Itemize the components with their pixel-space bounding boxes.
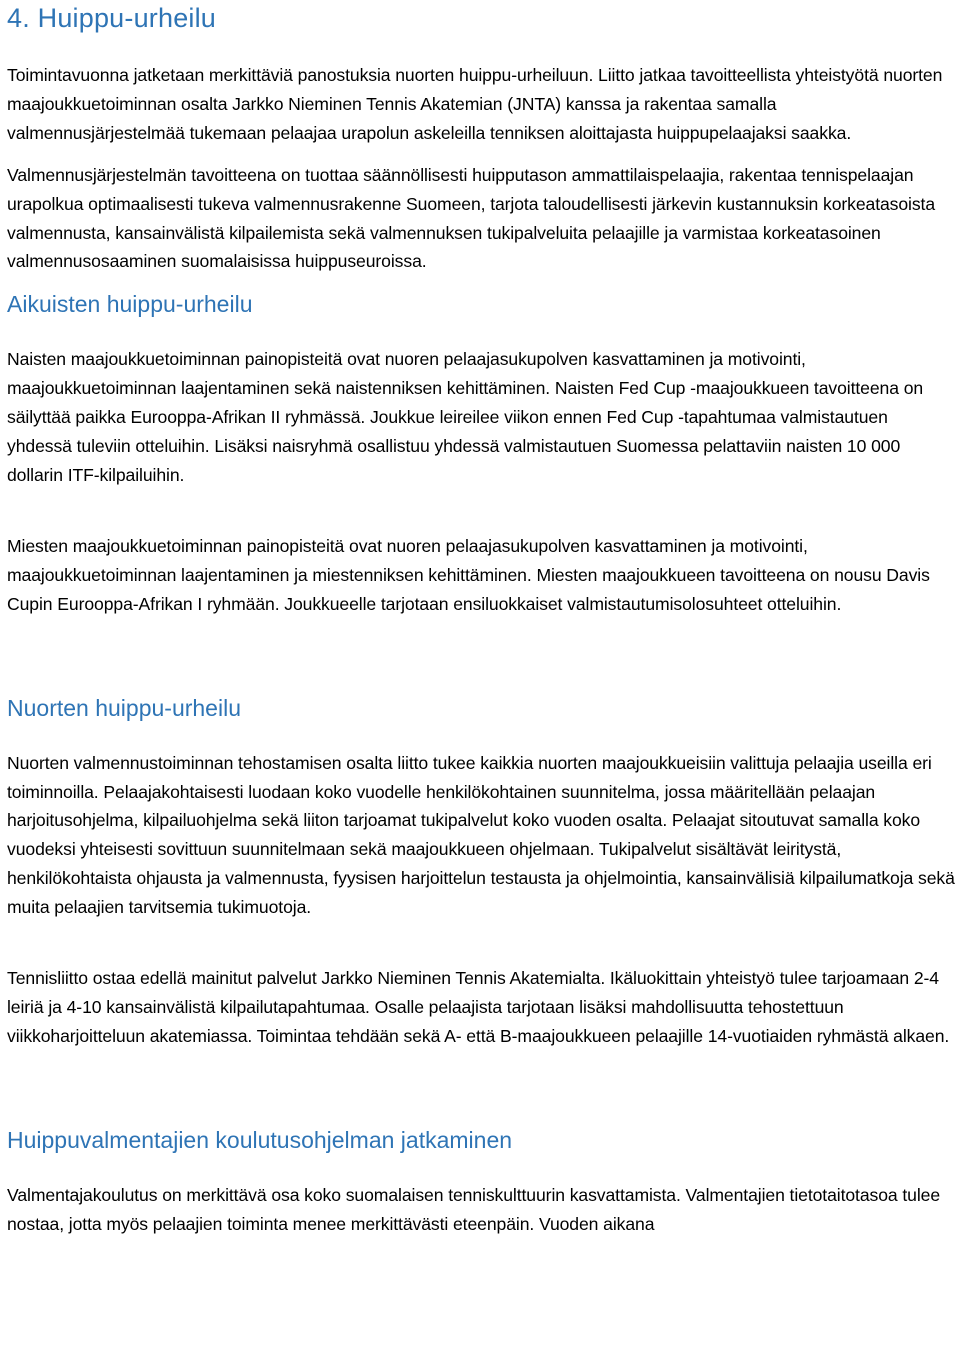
spacer bbox=[7, 276, 957, 290]
spacer bbox=[7, 1154, 957, 1181]
spacer bbox=[7, 34, 957, 61]
huippuvalmentajien-paragraph: Valmentajakoulutus on merkittävä osa koko suomalaisen tenniskulttuurin kasvattamista. Valmentajien tietotaitotasoa tulee nostaa, jotta myös pelaajien toiminta menee merkittävästi eteenpäin. Vuoden aikana bbox=[7, 1184, 941, 1234]
section-title: 4. Huippu-urheilu bbox=[7, 3, 217, 33]
document-page bbox=[7, 0, 957, 1239]
nuorten-paragraph-2: Tennisliitto ostaa edellä mainitut palvelut Jarkko Nieminen Tennis Akatemialta. Ikäluokittain yhteistyö tulee tarjoamaan 2-4 leiriä ja 4-10 kansainvälistä kilpailutapahtumaa. Osalle pelaajista tarjotaan lisäksi mahdollisuutta tehostettuun viikkoharjoitteluun akatemiassa. Toimintaa tehdään sekä A- että B-maajoukkueen pelaajille 14-vuotiaiden ryhmästä alkaen. bbox=[7, 968, 950, 1046]
spacer bbox=[7, 148, 957, 161]
nuorten-paragraph-1: Nuorten valmennustoiminnan tehostamisen osalta liitto tukee kaikkia nuorten maajoukkueisiin valittuja pelaajia useilla eri toiminnoilla. Pelaajakohtaisesti luodaan koko vuodelle henkilökohtainen suunnitelma, jossa määritellään pelaajan harjoitusohjelma, kilpailuohjelma sekä liiton tarjoamat tukipalvelut koko vuoden osalta. Pelaajat sitoutuvat samalla koko vuodeksi yhteisesti sovittuun suunnitelmaan sekä maajoukkueen ohjelmaan. Tukipalvelut sisältävät leiritystä, henkilökohtaista ohjausta ja valmennusta, fyysisen harjoittelun testausta ja ohjelmointia, kansainvälisiä kilpailumatkoja sekä muita pelaajien tarvitsemia tukimuotoja. bbox=[7, 752, 955, 918]
spacer bbox=[7, 318, 957, 345]
intro-paragraph: Toimintavuonna jatketaan merkittäviä panostuksia nuorten huippu-urheiluun. Liitto jatkaa tavoitteellista yhteistyötä nuorten maajoukkuetoiminnan osalta Jarkko Nieminen Tennis Akatemian (JNTA) kanssa ja rakentaa samalla valmennusjärjestelmää tukemaan pelaajaa urapolun askeleilla tenniksen aloittajasta huippupelaajaksi saakka. bbox=[7, 65, 943, 143]
spacer bbox=[7, 1051, 957, 1126]
spacer bbox=[7, 922, 957, 964]
miehet-paragraph: Miesten maajoukkuetoiminnan painopisteitä ovat nuoren pelaajasukupolven kasvattaminen ja motivointi, maajoukkuetoiminnan laajentaminen ja miestenniksen kehittäminen. Miesten maajoukkueen tavoitteena on nousu Davis Cupin Eurooppa-Afrikan I ryhmään. Joukkueelle tarjotaan ensiluokkaiset valmistautumisolosuhteet otteluihin. bbox=[7, 535, 930, 614]
valmennus-paragraph: Valmennusjärjestelmän tavoitteena on tuottaa säännöllisesti huipputason ammattilaispelaajia, rakentaa tennispelaajan urapolkua optimaalisesti tukeva valmennusrakenne Suomeen, tarjota taloudellisesti järkevin kustannuksin korkeatasoista valmennusta, kansainvälistä kilpailemista sekä valmennuksen tukipalveluita pelaajille ja varmistaa korkeatasoinen valmennusosaaminen suomalaisissa huippuseuroissa. bbox=[7, 164, 936, 272]
spacer bbox=[7, 619, 957, 694]
nuorten-title: Nuorten huippu-urheilu bbox=[7, 694, 241, 721]
spacer bbox=[7, 490, 957, 532]
huippuvalmentajien-title: Huippuvalmentajien koulutusohjelman jatkaminen bbox=[7, 1126, 513, 1153]
aikuisten-title: Aikuisten huippu-urheilu bbox=[7, 291, 253, 318]
spacer bbox=[7, 722, 957, 749]
naiset-paragraph: Naisten maajoukkuetoiminnan painopisteitä ovat nuoren pelaajasukupolven kasvattaminen ja motivointi, maajoukkuetoiminnan laajentaminen sekä naistenniksen kehittäminen. Naisten Fed Cup -maajoukkueen tavoitteena on säilyttää paikka Eurooppa-Afrikan II ryhmässä. Joukkue leireilee viikon ennen Fed Cup -tapahtumaa valmistautuen yhdessä tuleviin otteluihin. Lisäksi naisryhmä osallistuu yhdessä valmistautuen Suomessa pelattaviin naisten 10 000 dollarin ITF-kilpailuihin. bbox=[7, 349, 924, 485]
